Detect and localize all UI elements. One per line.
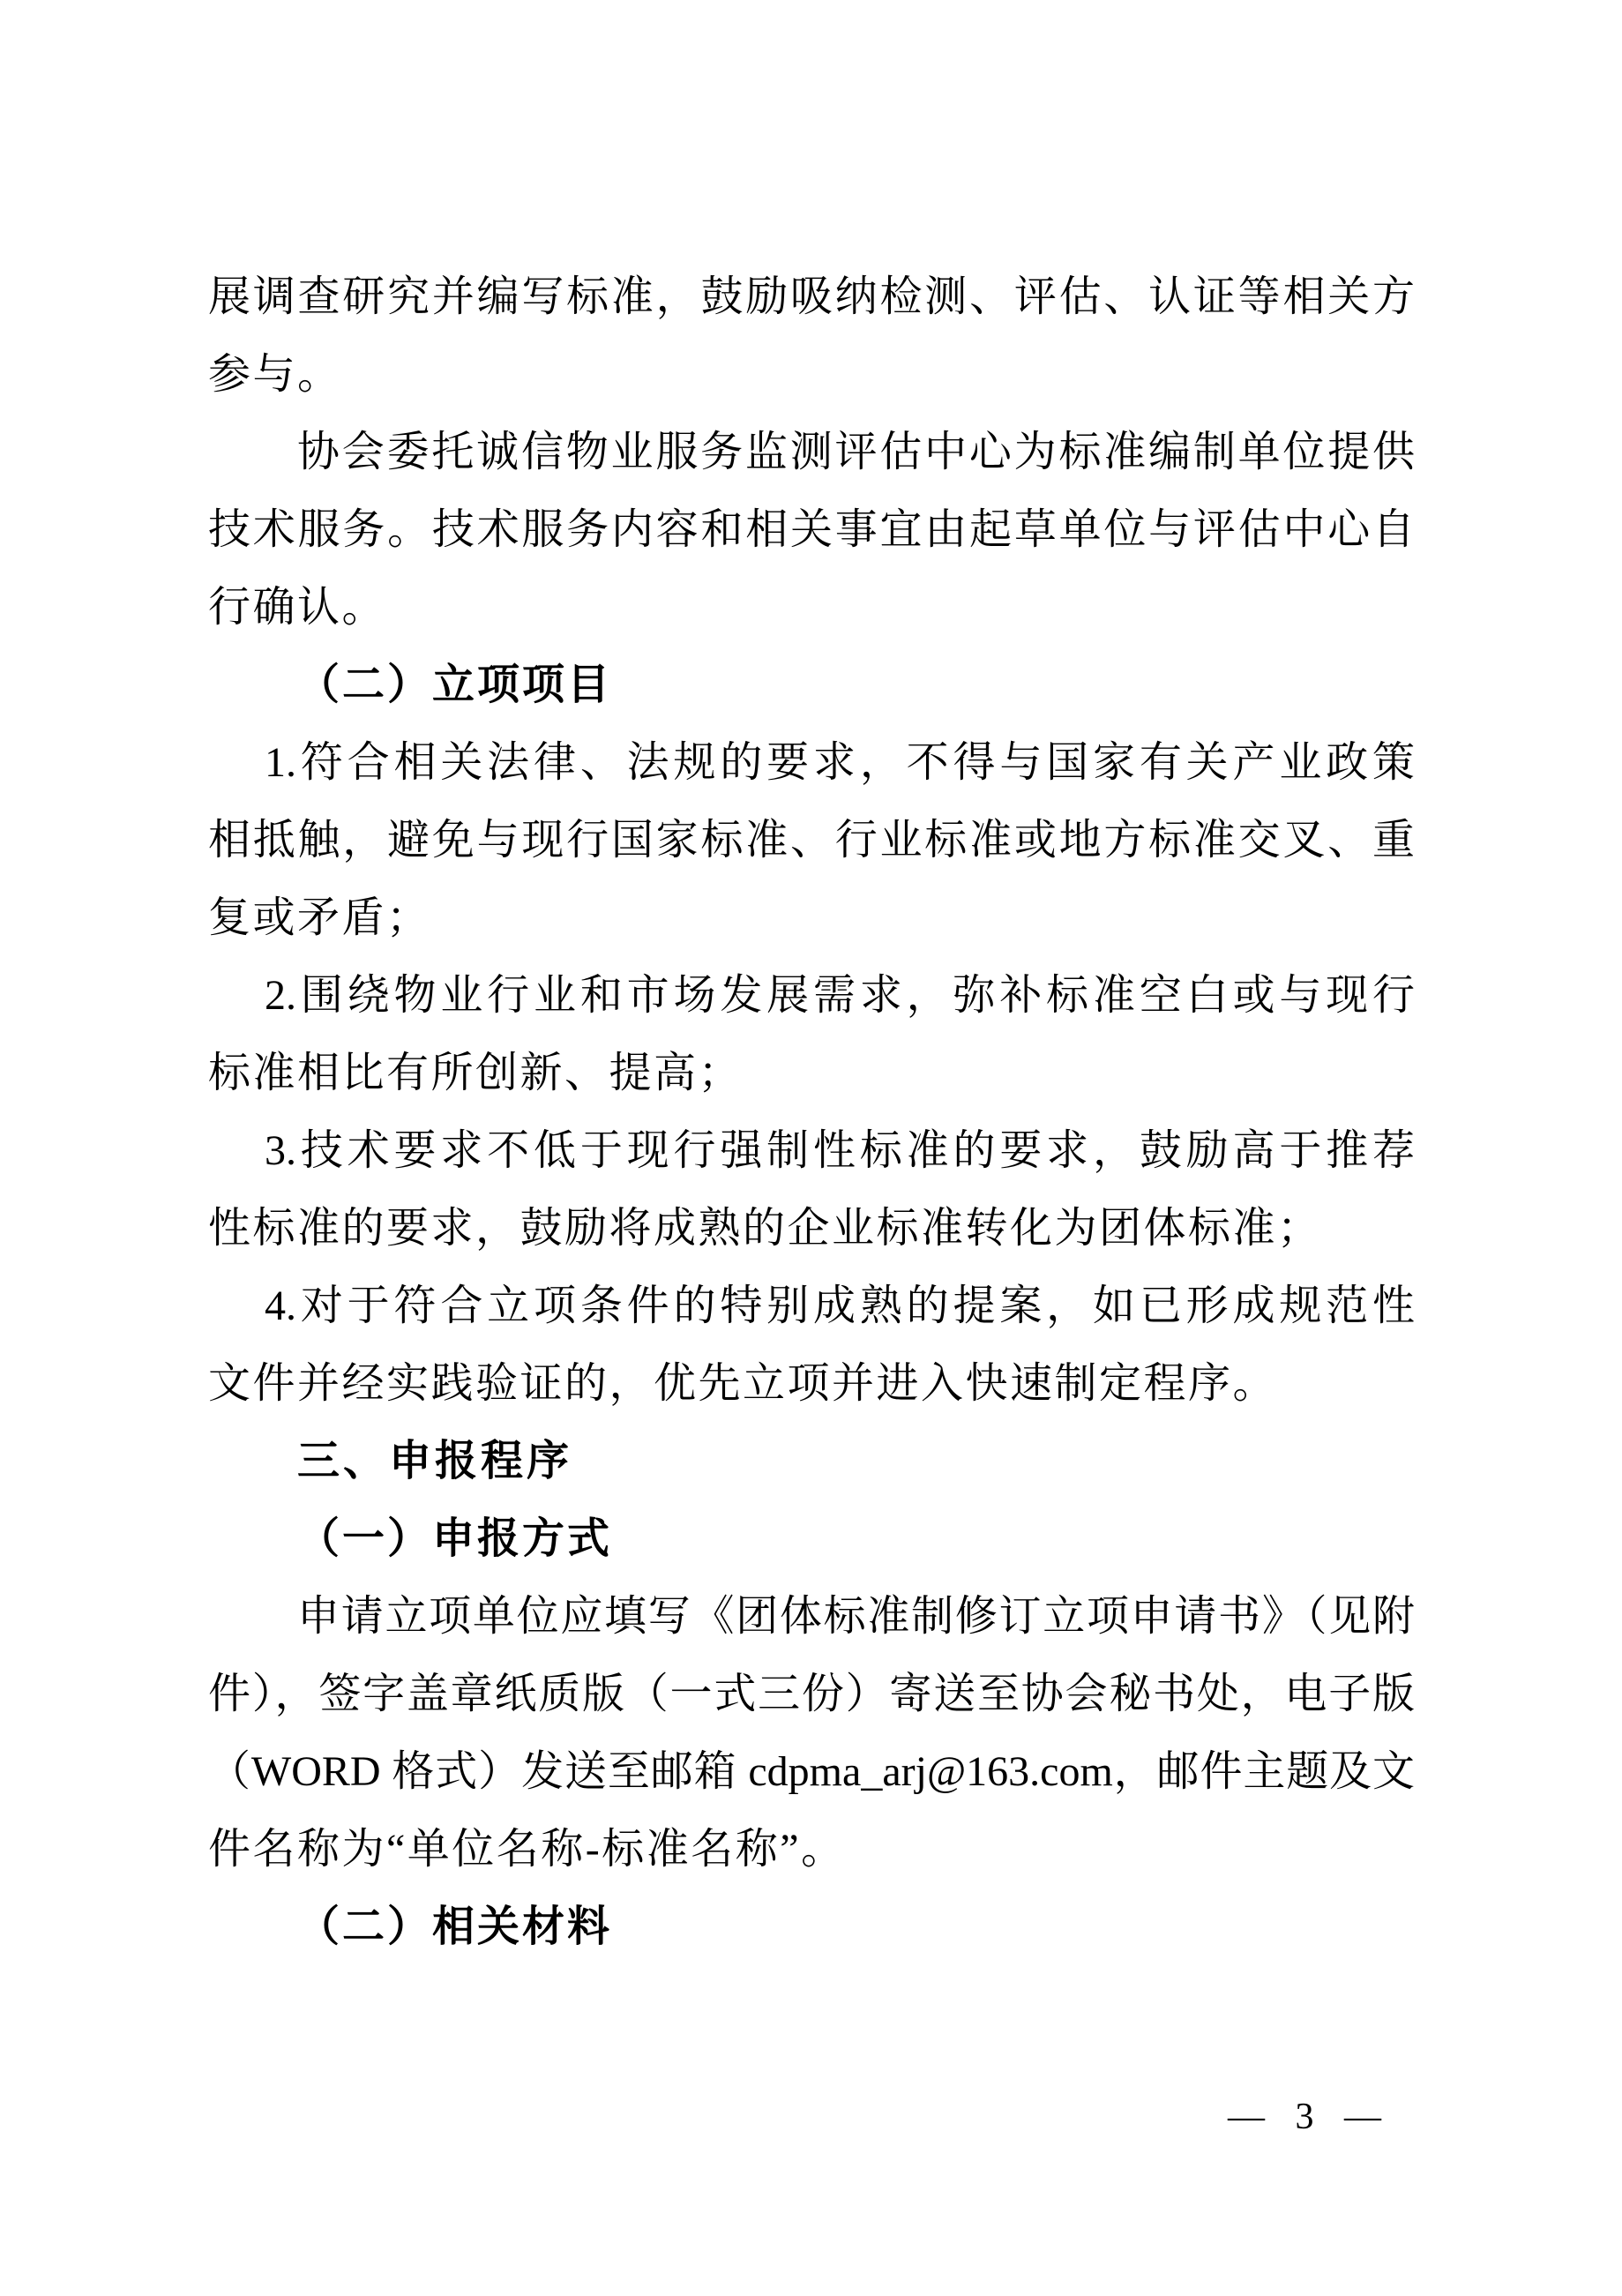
text-line: 标准相比有所创新、提高； (208, 1050, 744, 1096)
subheading-xiangguan-cailiao: （二）相关材料 (297, 1903, 613, 1950)
text-line: 件），签字盖章纸质版（一式三份）寄送至协会秘书处，电子版 (208, 1671, 1415, 1717)
page-number: — 3 — (1228, 2097, 1392, 2137)
text-line: 行确认。 (208, 584, 387, 631)
subheading-lixiang-xiangmu: （二）立项项目 (297, 662, 613, 708)
text-line: 参与。 (208, 351, 342, 398)
heading-shenbao-chengxu: 三、申报程序 (297, 1438, 573, 1485)
text-line-item-2: 2.围绕物业行业和市场发展需求，弥补标准空白或与现行 (265, 972, 1415, 1019)
text-line-item-3: 3.技术要求不低于现行强制性标准的要求，鼓励高于推荐 (265, 1127, 1415, 1174)
text-line-item-1: 1.符合相关法律、法规的要求，不得与国家有关产业政策 (265, 739, 1415, 786)
text-line: 技术服务。技术服务内容和相关事宜由起草单位与评估中心自 (208, 506, 1415, 553)
text-line: 申请立项单位应填写《团体标准制修订立项申请书》（见附 (297, 1593, 1415, 1640)
text-line: 展调查研究并编写标准，鼓励吸纳检测、评估、认证等相关方 (208, 273, 1415, 320)
text-line: 文件并经实践验证的，优先立项并进入快速制定程序。 (208, 1360, 1278, 1407)
text-line: 性标准的要求，鼓励将成熟的企业标准转化为团体标准； (208, 1205, 1322, 1252)
text-line: 件名称为“单位名称-标准名称”。 (208, 1826, 846, 1873)
text-line: 协会委托诚信物业服务监测评估中心为标准编制单位提供 (297, 429, 1415, 475)
text-line-item-4: 4.对于符合立项条件的特别成熟的提案，如已形成规范性 (265, 1283, 1415, 1329)
subheading-shenbao-fangshi: （一）申报方式 (297, 1515, 613, 1562)
document-body (208, 258, 1415, 1966)
text-line: 复或矛盾； (208, 894, 431, 941)
text-line-email: （WORD 格式）发送至邮箱 cdpma_arj@163.com，邮件主题及文 (208, 1748, 1415, 1795)
text-line: 相抵触，避免与现行国家标准、行业标准或地方标准交叉、重 (208, 817, 1415, 864)
